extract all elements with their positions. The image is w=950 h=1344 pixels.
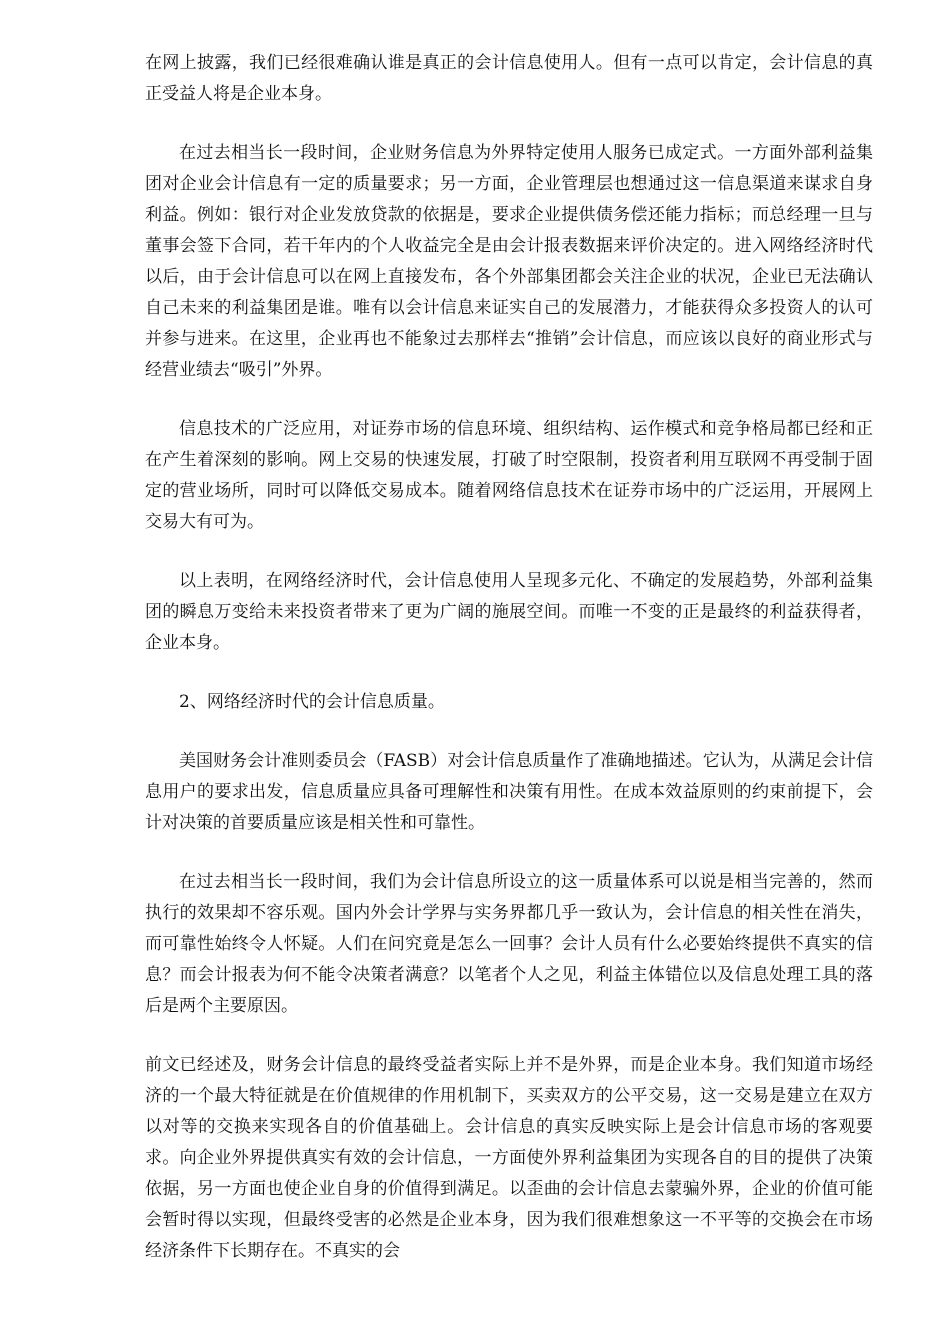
paragraph-5: 美国财务会计准则委员会（FASB）对会计信息质量作了准确地描述。它认为，从满足会计信息用户的要求出发，信息质量应具备可理解性和决策有用性。在成本效益原则的约束前提下，会计对决策的首要质量应该是相关性和可靠性。: [145, 751, 873, 833]
paragraph-3: 信息技术的广泛应用，对证券市场的信息环境、组织结构、运作模式和竞争格局都已经和正在产生着深刻的影响。网上交易的快速发展，打破了时空限制，投资者利用互联网不再受制于固定的营业场所，同时可以降低交易成本。随着网络信息技术在证券市场中的广泛运用，开展网上交易大有可为。: [145, 419, 873, 532]
document-page: [145, 48, 873, 1295]
paragraph-4: 以上表明，在网络经济时代，会计信息使用人呈现多元化、不确定的发展趋势，外部利益集团的瞬息万变给未来投资者带来了更为广阔的施展空间。而唯一不变的正是最终的利益获得者，企业本身。: [145, 571, 873, 653]
paragraph-6: 在过去相当长一段时间，我们为会计信息所设立的这一质量体系可以说是相当完善的，然而执行的效果却不容乐观。国内外会计学界与实务界都几乎一致认为，会计信息的相关性在消失，而可靠性始终令人怀疑。人们在问究竟是怎么一回事？会计人员有什么必要始终提供不真实的信息？而会计报表为何不能令决策者满意？以笔者个人之见，利益主体错位以及信息处理工具的落后是两个主要原因。: [145, 872, 873, 1016]
paragraph-1: 在网上披露，我们已经很难确认谁是真正的会计信息使用人。但有一点可以肯定，会计信息的真正受益人将是企业本身。: [145, 53, 873, 104]
paragraph-7: 前文已经述及，财务会计信息的最终受益者实际上并不是外界，而是企业本身。我们知道市场经济的一个最大特征就是在价值规律的作用机制下，买卖双方的公平交易，这一交易是建立在双方以对等的交换来实现各自的价值基础上。会计信息的真实反映实际上是会计信息市场的客观要求。向企业外界提供真实有效的会计信息，一方面使外界利益集团为实现各自的目的提供了决策依据，另一方面也使企业自身的价值得到满足。以歪曲的会计信息去蒙骗外界，企业的价值可能会暂时得以实现，但最终受害的必然是企业本身，因为我们很难想象这一不平等的交换会在市场经济条件下长期存在。不真实的会: [145, 1055, 873, 1261]
section-heading: 2、网络经济时代的会计信息质量。: [179, 692, 445, 712]
paragraph-2: 在过去相当长一段时间，企业财务信息为外界特定使用人服务已成定式。一方面外部利益集团对企业会计信息有一定的质量要求；另一方面，企业管理层也想通过这一信息渠道来谋求自身利益。例如：银行对企业发放贷款的依据是，要求企业提供债务偿还能力指标；而总经理一旦与董事会签下合同，若干年内的个人收益完全是由会计报表数据来评价决定的。进入网络经济时代以后，由于会计信息可以在网上直接发布，各个外部集团都会关注企业的状况，企业已无法确认自己未来的利益集团是谁。唯有以会计信息来证实自己的发展潜力，才能获得众多投资人的认可并参与进来。在这里，企业再也不能象过去那样去“推销”会计信息，而应该以良好的商业形式与经营业绩去“吸引”外界。: [145, 143, 873, 380]
